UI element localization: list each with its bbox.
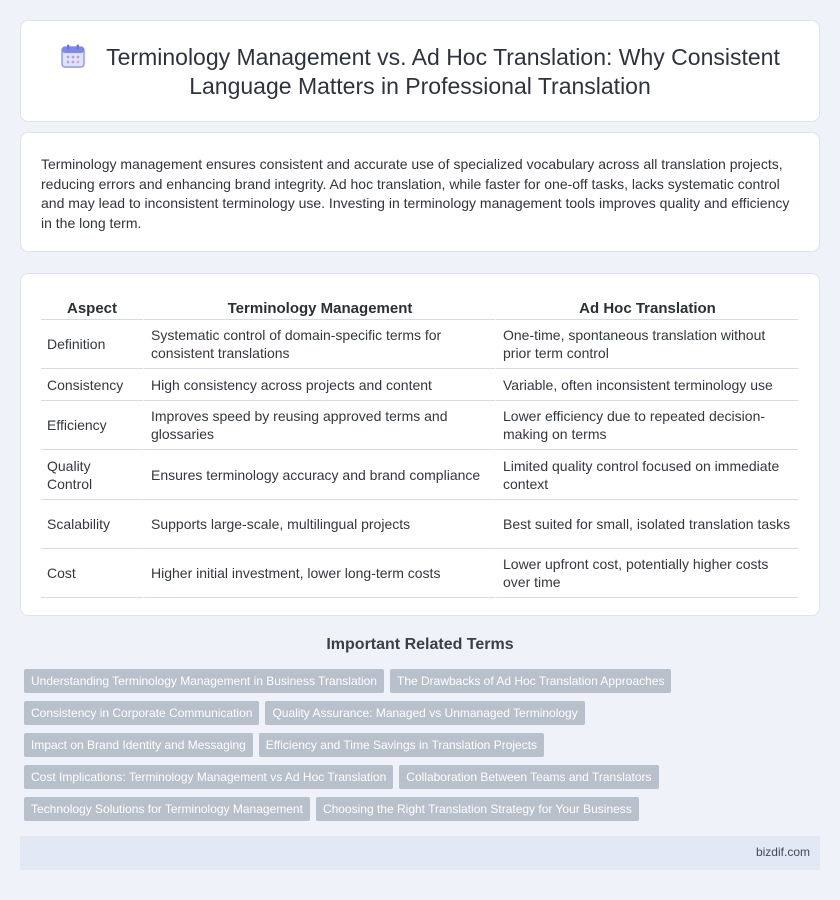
header-aspect: Aspect	[41, 294, 143, 320]
row-aspect: Cost	[41, 549, 143, 598]
table-row	[41, 369, 798, 401]
footer-brand[interactable]: bizdif.com	[755, 845, 810, 859]
tag-row	[24, 797, 824, 829]
table-header-row	[41, 294, 798, 320]
tag-row	[24, 701, 824, 733]
related-term-tag[interactable]: Collaboration Between Teams and Translators	[399, 765, 658, 789]
table-row	[41, 401, 798, 450]
row-aspect: Scalability	[41, 500, 143, 549]
related-terms-list	[24, 669, 824, 829]
comparison-table	[41, 294, 798, 598]
row-ad-hoc-translation: Lower upfront cost, potentially higher costs over time	[495, 549, 798, 598]
tag-row	[24, 765, 824, 797]
table-row	[41, 450, 798, 500]
related-term-tag[interactable]: Efficiency and Time Savings in Translation Projects	[259, 733, 544, 757]
row-terminology-management: High consistency across projects and content	[143, 369, 495, 401]
header-terminology-management: Terminology Management	[143, 294, 495, 320]
related-term-tag[interactable]: Consistency in Corporate Communication	[24, 701, 259, 725]
related-term-tag[interactable]: Quality Assurance: Managed vs Unmanaged Terminology	[265, 701, 584, 725]
header-card	[20, 20, 820, 122]
row-terminology-management: Higher initial investment, lower long-term costs	[143, 549, 495, 598]
row-aspect: Definition	[41, 320, 143, 369]
related-term-tag[interactable]: Impact on Brand Identity and Messaging	[24, 733, 253, 757]
related-term-tag[interactable]: Understanding Terminology Management in Business Translation	[24, 669, 384, 693]
row-ad-hoc-translation: Best suited for small, isolated translation tasks	[495, 500, 798, 549]
page-title-text: Terminology Management vs. Ad Hoc Translation: Why Consistent Language Matters in Professional Translation	[106, 44, 780, 99]
page-title	[41, 43, 799, 101]
table-row	[41, 500, 798, 549]
header-ad-hoc-translation: Ad Hoc Translation	[495, 294, 798, 320]
intro-card	[20, 132, 820, 252]
related-term-tag[interactable]: Technology Solutions for Terminology Management	[24, 797, 310, 821]
row-ad-hoc-translation: One-time, spontaneous translation without prior term control	[495, 320, 798, 369]
row-aspect: Consistency	[41, 369, 143, 401]
table-row	[41, 320, 798, 369]
row-aspect: Quality Control	[41, 450, 143, 500]
table-row	[41, 549, 798, 598]
intro-paragraph: Terminology management ensures consistent and accurate use of specialized vocabulary across all translation projects, reducing errors and enhancing brand integrity. Ad hoc translation, while faster for one-off tasks, lacks systematic control and may lead to inconsistent terminology use. Investing in terminology management tools improves quality and efficiency in the long term.	[41, 156, 790, 231]
row-terminology-management: Supports large-scale, multilingual projects	[143, 500, 495, 549]
tag-row	[24, 669, 824, 701]
comparison-card	[20, 273, 820, 616]
related-term-tag[interactable]: Cost Implications: Terminology Management vs Ad Hoc Translation	[24, 765, 393, 789]
row-ad-hoc-translation: Variable, often inconsistent terminology use	[495, 369, 798, 401]
tag-row	[24, 733, 824, 765]
row-terminology-management: Improves speed by reusing approved terms and glossaries	[143, 401, 495, 450]
related-term-tag[interactable]: Choosing the Right Translation Strategy for Your Business	[316, 797, 639, 821]
row-terminology-management: Systematic control of domain-specific terms for consistent translations	[143, 320, 495, 369]
row-ad-hoc-translation: Limited quality control focused on immediate context	[495, 450, 798, 500]
related-terms-heading: Important Related Terms	[326, 636, 514, 653]
row-aspect: Efficiency	[41, 401, 143, 450]
row-ad-hoc-translation: Lower efficiency due to repeated decision-making on terms	[495, 401, 798, 450]
calendar-icon	[60, 43, 86, 69]
row-terminology-management: Ensures terminology accuracy and brand compliance	[143, 450, 495, 500]
footer-bar	[20, 836, 820, 870]
related-term-tag[interactable]: The Drawbacks of Ad Hoc Translation Approaches	[390, 669, 671, 693]
